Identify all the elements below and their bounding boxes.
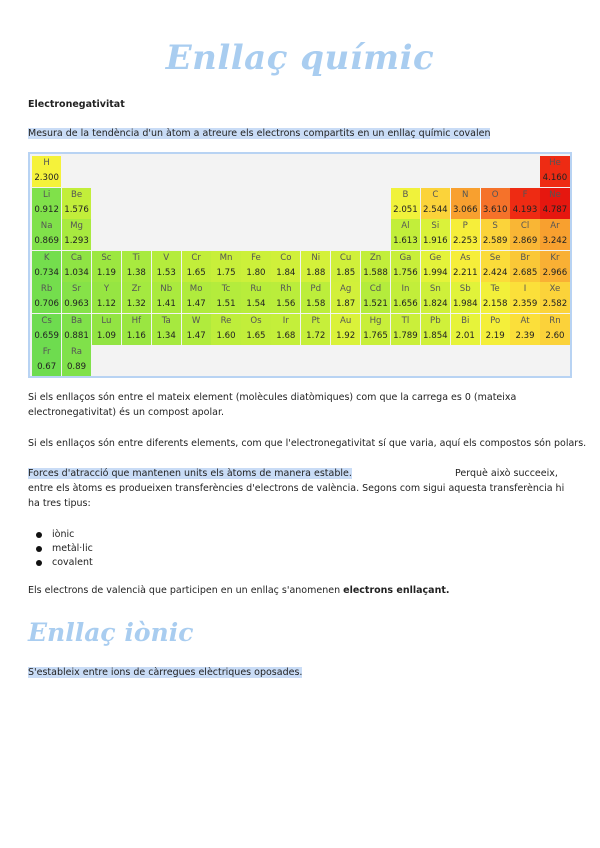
element-symbol: Os xyxy=(250,315,262,326)
element-symbol: Si xyxy=(431,221,440,231)
element-value: 2.424 xyxy=(482,267,508,278)
element-symbol: Ta xyxy=(161,315,171,326)
element-value: 1.293 xyxy=(64,236,89,246)
element-symbol: Rb xyxy=(40,284,53,294)
element-cell-sb xyxy=(451,282,480,313)
element-cell-at xyxy=(510,314,539,345)
element-symbol: Ne xyxy=(549,189,561,200)
element-symbol: Be xyxy=(70,189,83,200)
element-value: 1.916 xyxy=(423,236,448,246)
element-value: 1.854 xyxy=(423,330,448,341)
element-value: 1.75 xyxy=(216,267,236,278)
element-cell-br xyxy=(510,251,539,282)
element-cell-hg xyxy=(361,314,390,345)
element-cell-hf xyxy=(122,314,151,345)
element-symbol: K xyxy=(43,252,50,263)
element-value: 1.756 xyxy=(393,267,418,278)
element-symbol: B xyxy=(402,189,409,200)
element-cell-kr xyxy=(540,251,569,282)
element-value: 2.582 xyxy=(542,299,568,309)
element-cell-os xyxy=(241,314,270,345)
element-symbol: Ga xyxy=(399,252,412,263)
element-cell-in xyxy=(391,282,420,313)
element-symbol: Mo xyxy=(189,284,203,294)
polar-paragraph: Si els enllaços són entre diferents elements, com que l'electronegativitat sí que varia, aquí els compostos són polars. xyxy=(28,438,587,449)
element-value: 4.160 xyxy=(542,173,568,183)
element-value: 0.734 xyxy=(34,267,59,278)
element-symbol: I xyxy=(523,284,527,294)
valence-text: Els electrons de valencià que participen en un enllaç s'anomenen xyxy=(28,585,344,596)
element-value: 2.051 xyxy=(393,204,418,215)
element-cell-si xyxy=(421,219,450,250)
element-symbol: Ti xyxy=(132,252,141,263)
element-symbol: Ir xyxy=(282,315,289,326)
element-value: 1.32 xyxy=(126,299,146,309)
element-value: 0.706 xyxy=(34,299,59,309)
valence-paragraph xyxy=(28,583,449,598)
element-cell-zr xyxy=(122,282,151,313)
list-item: metàl·lic xyxy=(36,542,93,556)
element-symbol: Ar xyxy=(550,221,560,231)
element-symbol: Cu xyxy=(339,252,352,263)
element-value: 2.19 xyxy=(485,330,505,341)
element-symbol: Bi xyxy=(461,315,470,326)
element-value: 3.242 xyxy=(542,236,568,246)
electronegativity-definition xyxy=(28,126,490,141)
element-cell-sn xyxy=(421,282,450,313)
ionic-definition: S'estableix entre ions de càrregues elèctriques oposades. xyxy=(28,667,303,678)
element-value: 1.789 xyxy=(393,330,418,341)
element-symbol: Ca xyxy=(70,252,83,263)
element-symbol: Na xyxy=(40,221,53,231)
element-value: 1.034 xyxy=(64,267,89,278)
element-value: 1.47 xyxy=(186,330,206,341)
element-cell-ge xyxy=(421,251,450,282)
electronegativity-heading: Electronegativitat xyxy=(28,99,125,110)
element-cell-se xyxy=(481,251,510,282)
element-cell-mn xyxy=(211,251,240,282)
element-value: 2.158 xyxy=(482,299,508,309)
element-symbol: Br xyxy=(520,252,530,263)
element-cell-ag xyxy=(331,282,360,313)
element-value: 1.34 xyxy=(156,330,176,341)
element-cell-ba xyxy=(62,314,91,345)
element-value: 1.38 xyxy=(126,267,146,278)
element-cell-pt xyxy=(301,314,330,345)
element-cell-k xyxy=(32,251,61,282)
list-item: covalent xyxy=(36,556,93,570)
element-cell-i xyxy=(510,282,539,313)
element-value: 2.966 xyxy=(542,267,568,278)
element-symbol: Xe xyxy=(549,284,561,294)
element-symbol: Rn xyxy=(549,315,561,326)
element-value: 2.869 xyxy=(512,236,538,246)
element-value: 1.765 xyxy=(363,330,388,341)
element-cell-ru xyxy=(241,282,270,313)
element-value: 0.67 xyxy=(37,362,57,372)
element-symbol: Sc xyxy=(101,252,112,263)
element-cell-ir xyxy=(271,314,300,345)
element-value: 1.16 xyxy=(126,330,146,341)
forces-highlight: Forces d'atracció que mantenen units els àtoms de manera estable. xyxy=(28,468,352,479)
element-cell-ta xyxy=(152,314,181,345)
element-symbol: Re xyxy=(220,315,232,326)
element-symbol: P xyxy=(462,221,468,231)
element-cell-mo xyxy=(182,282,211,313)
element-cell-cr xyxy=(182,251,211,282)
element-symbol: Sn xyxy=(429,284,441,294)
element-value: 2.60 xyxy=(545,330,565,341)
element-value: 0.869 xyxy=(34,236,59,246)
page-title: Enllaç químic xyxy=(165,38,435,78)
element-symbol: N xyxy=(462,189,469,200)
element-cell-cu xyxy=(331,251,360,282)
element-cell-b xyxy=(391,188,420,219)
element-cell-ti xyxy=(122,251,151,282)
element-symbol: Cr xyxy=(191,252,201,263)
element-value: 1.54 xyxy=(246,299,266,309)
element-symbol: Tl xyxy=(401,315,410,326)
element-symbol: Co xyxy=(280,252,292,263)
element-value: 3.610 xyxy=(482,204,508,215)
element-symbol: Ag xyxy=(339,284,352,294)
element-value: 1.576 xyxy=(64,204,89,215)
element-value: 1.60 xyxy=(216,330,236,341)
element-value: 1.588 xyxy=(363,267,388,278)
element-value: 2.253 xyxy=(452,236,478,246)
element-symbol: Au xyxy=(339,315,352,326)
element-cell-re xyxy=(211,314,240,345)
element-symbol: Kr xyxy=(550,252,560,263)
definition-highlight: Mesura de la tendència d'un àtom a atreure els electrons compartits en un enllaç químic covalen xyxy=(28,128,491,139)
element-cell-w xyxy=(182,314,211,345)
element-symbol: Cs xyxy=(41,315,52,326)
element-cell-ni xyxy=(301,251,330,282)
element-value: 1.84 xyxy=(276,267,296,278)
element-cell-fr xyxy=(32,345,61,376)
element-cell-rn xyxy=(540,314,569,345)
element-cell-tc xyxy=(211,282,240,313)
element-cell-he xyxy=(540,156,569,187)
element-cell-s xyxy=(481,219,510,250)
element-symbol: Sb xyxy=(459,284,471,294)
element-symbol: Al xyxy=(401,221,410,231)
element-cell-ca xyxy=(62,251,91,282)
element-symbol: V xyxy=(163,252,170,263)
element-value: 1.994 xyxy=(423,267,448,278)
element-value: 1.87 xyxy=(336,299,356,309)
element-symbol: Hg xyxy=(369,315,382,326)
element-symbol: Cl xyxy=(520,221,530,231)
element-symbol: Li xyxy=(43,189,51,200)
element-cell-na xyxy=(32,219,61,250)
element-symbol: F xyxy=(522,189,528,200)
element-value: 1.984 xyxy=(452,299,478,309)
element-symbol: Ba xyxy=(70,315,83,326)
element-symbol: Cd xyxy=(369,284,382,294)
element-value: 1.88 xyxy=(306,267,326,278)
forces-why: Perquè això succeeix, xyxy=(455,468,558,479)
element-value: 2.685 xyxy=(512,267,538,278)
element-cell-v xyxy=(152,251,181,282)
element-value: 1.51 xyxy=(216,299,236,309)
element-cell-al xyxy=(391,219,420,250)
element-cell-mg xyxy=(62,219,91,250)
element-value: 1.92 xyxy=(336,330,356,341)
bond-types-list xyxy=(36,528,93,570)
element-cell-p xyxy=(451,219,480,250)
element-value: 1.613 xyxy=(393,236,418,246)
element-symbol: Ra xyxy=(71,347,83,357)
element-value: 1.65 xyxy=(246,330,266,341)
element-value: 1.521 xyxy=(363,299,388,309)
element-value: 1.58 xyxy=(306,299,326,309)
ionic-heading: Enllaç iònic xyxy=(28,618,194,647)
element-value: 1.47 xyxy=(186,299,206,309)
element-cell-li xyxy=(32,188,61,219)
ionic-definition-line xyxy=(28,665,302,680)
element-value: 0.881 xyxy=(64,330,89,341)
element-symbol: Po xyxy=(490,315,501,326)
element-cell-cl xyxy=(510,219,539,250)
element-cell-y xyxy=(92,282,121,313)
element-cell-zn xyxy=(361,251,390,282)
element-value: 1.53 xyxy=(156,267,176,278)
list-item: iònic xyxy=(36,528,93,542)
element-symbol: Ge xyxy=(429,252,442,263)
element-value: 2.544 xyxy=(423,204,448,215)
element-symbol: Fe xyxy=(251,252,261,263)
element-symbol: Ru xyxy=(250,284,262,294)
element-symbol: O xyxy=(491,189,499,200)
element-value: 1.65 xyxy=(186,267,206,278)
element-cell-pb xyxy=(421,314,450,345)
element-symbol: Fr xyxy=(42,347,51,357)
element-symbol: Y xyxy=(103,284,110,294)
element-cell-co xyxy=(271,251,300,282)
element-cell-xe xyxy=(540,282,569,313)
element-cell-nb xyxy=(152,282,181,313)
element-value: 1.72 xyxy=(306,330,326,341)
element-value: 2.39 xyxy=(515,330,535,341)
element-value: 1.85 xyxy=(336,267,356,278)
element-symbol: Pb xyxy=(430,315,441,326)
element-value: 1.68 xyxy=(276,330,296,341)
element-symbol: At xyxy=(520,315,530,326)
element-cell-te xyxy=(481,282,510,313)
element-value: 0.912 xyxy=(34,204,59,215)
element-symbol: Zr xyxy=(131,284,142,294)
element-cell-au xyxy=(331,314,360,345)
element-value: 1.80 xyxy=(246,267,266,278)
element-cell-cs xyxy=(32,314,61,345)
element-value: 0.659 xyxy=(34,330,59,341)
element-cell-be xyxy=(62,188,91,219)
forces-highlight-line xyxy=(28,466,352,481)
element-cell-o xyxy=(481,188,510,219)
element-value: 0.89 xyxy=(66,362,87,372)
element-symbol: Zn xyxy=(369,252,382,263)
valence-bold: electrons enllaçant. xyxy=(343,585,450,596)
element-cell-ga xyxy=(391,251,420,282)
element-cell-h xyxy=(32,156,61,187)
element-value: 4.787 xyxy=(542,204,568,215)
element-cell-sr xyxy=(62,282,91,313)
element-symbol: Nb xyxy=(160,284,173,294)
element-symbol: Pd xyxy=(310,284,322,294)
periodic-table-electronegativity xyxy=(28,152,572,378)
element-symbol: Te xyxy=(490,284,500,294)
element-cell-fe xyxy=(241,251,270,282)
element-value: 2.01 xyxy=(455,330,475,341)
element-cell-f xyxy=(510,188,539,219)
element-symbol: S xyxy=(492,221,498,231)
element-value: 1.12 xyxy=(96,299,117,309)
element-symbol: Ni xyxy=(311,252,321,263)
element-value: 2.359 xyxy=(512,299,538,309)
element-value: 3.066 xyxy=(452,204,478,215)
element-symbol: H xyxy=(43,158,50,168)
element-value: 2.300 xyxy=(34,173,59,183)
element-cell-rb xyxy=(32,282,61,313)
element-value: 2.589 xyxy=(482,236,508,246)
element-symbol: As xyxy=(460,252,471,263)
element-symbol: Rh xyxy=(280,284,292,294)
element-value: 2.211 xyxy=(452,267,478,278)
element-cell-pd xyxy=(301,282,330,313)
element-symbol: W xyxy=(191,315,201,326)
element-cell-cd xyxy=(361,282,390,313)
element-value: 1.09 xyxy=(96,330,117,341)
element-value: 1.56 xyxy=(276,299,296,309)
element-cell-ne xyxy=(540,188,569,219)
element-value: 1.824 xyxy=(423,299,448,309)
element-value: 1.19 xyxy=(96,267,117,278)
element-symbol: In xyxy=(401,284,410,294)
element-value: 1.656 xyxy=(393,299,418,309)
element-symbol: He xyxy=(549,158,561,168)
element-value: 1.41 xyxy=(156,299,176,309)
element-symbol: Pt xyxy=(311,315,321,326)
element-symbol: C xyxy=(432,189,439,200)
element-cell-c xyxy=(421,188,450,219)
element-cell-sc xyxy=(92,251,121,282)
element-value: 4.193 xyxy=(512,204,538,215)
element-symbol: Se xyxy=(489,252,501,263)
element-symbol: Hf xyxy=(131,315,142,326)
element-symbol: Mn xyxy=(219,252,233,263)
element-cell-rh xyxy=(271,282,300,313)
element-cell-po xyxy=(481,314,510,345)
element-symbol: Tc xyxy=(221,284,231,294)
forces-rest: entre els àtoms es produeixen transferències d'electrons de valència. Segons com sigui aquesta transferència hi ha tres tipus: xyxy=(28,483,565,509)
element-cell-ra xyxy=(62,345,91,376)
element-symbol: Mg xyxy=(70,221,83,231)
element-value: 0.963 xyxy=(64,299,89,309)
element-cell-tl xyxy=(391,314,420,345)
element-cell-ar xyxy=(540,219,569,250)
apolar-paragraph: Si els enllaços són entre el mateix element (molècules diatòmiques) com que la carrega es 0 (mateixa electronegativitat) és un compost apolar. xyxy=(28,392,517,418)
element-cell-n xyxy=(451,188,480,219)
element-cell-bi xyxy=(451,314,480,345)
element-cell-lu xyxy=(92,314,121,345)
element-symbol: Lu xyxy=(101,315,112,326)
element-symbol: Sr xyxy=(72,284,82,294)
element-cell-as xyxy=(451,251,480,282)
